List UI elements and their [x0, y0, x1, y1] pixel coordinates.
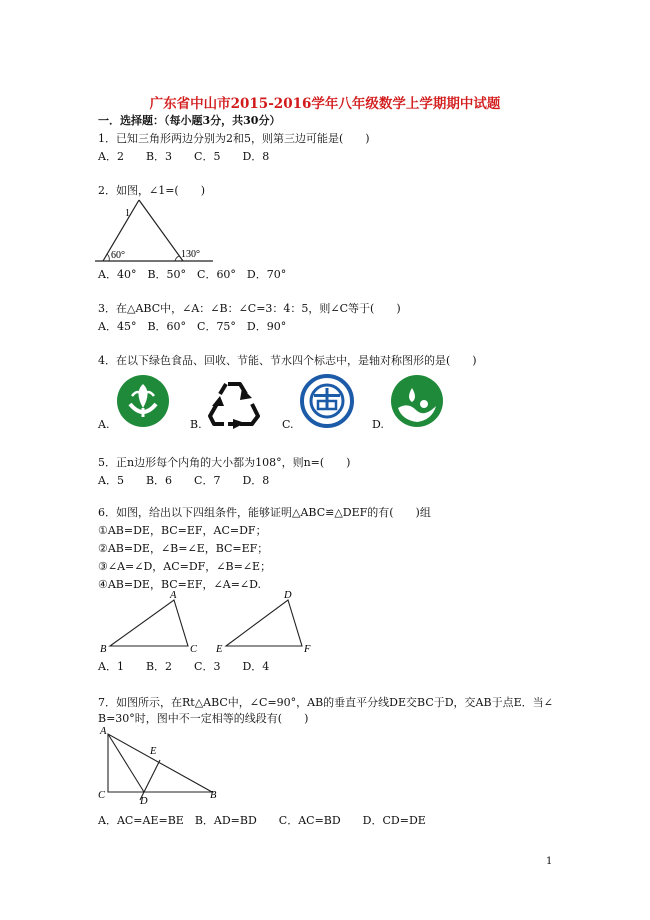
q6-stem: 6．如图，给出以下四组条件，能够证明△ABC≌△DEF的有( )组: [98, 506, 431, 519]
q6-triangles-figure: [96, 588, 326, 658]
q6-label-c: C: [190, 644, 198, 655]
q7-label-b: B: [210, 790, 217, 801]
q1-options: A．2 B．3 C．5 D．8: [98, 150, 270, 163]
q6-condition-2: ②AB=DE，∠B=∠E，BC=EF；: [98, 542, 269, 555]
q7-label-e: E: [150, 746, 157, 757]
section-heading: 一．选择题：（每小题3分，共30分）: [98, 114, 281, 127]
q3-options: A．45° B．60° C．75° D．90°: [98, 320, 287, 333]
q1-stem: 1．已知三角形两边分别为2和5，则第三边可能是( ): [98, 132, 370, 145]
q7-label-d: D: [140, 796, 148, 807]
q5-options: A．5 B．6 C．7 D．8: [98, 474, 270, 487]
water-saving-icon: [390, 374, 444, 428]
q7-options: A．AC=AE=BE B．AD=BD C．AC=BD D．CD=DE: [98, 814, 426, 827]
q2-angle1-label: 1: [125, 208, 130, 219]
energy-saving-icon: [300, 374, 354, 428]
q6-condition-3: ③∠A=∠D，AC=DF，∠B=∠E；: [98, 560, 272, 573]
q2-stem: 2．如图，∠1=( ): [98, 184, 206, 197]
q4-stem: 4．在以下绿色食品、回收、节能、节水四个标志中，是轴对称图形的是( ): [98, 354, 477, 367]
q6-label-e: E: [216, 644, 223, 655]
q7-stem-line2: B=30°时，图中不一定相等的线段有( ): [98, 712, 309, 725]
q4-option-c: C.: [282, 418, 294, 431]
q7-stem-line1: 7．如图所示，在Rt△ABC中，∠C=90°，AB的垂直平分线DE交BC于D，交AB于点E．当∠: [98, 696, 553, 709]
q4-option-d: D.: [372, 418, 384, 431]
q7-triangle-figure: [96, 724, 226, 808]
q6-condition-1: ①AB=DE，BC=EF，AC=DF；: [98, 524, 267, 537]
q2-angle60-label: 60°: [111, 250, 125, 261]
q2-angle130-label: 130°: [181, 249, 200, 260]
q5-stem: 5．正n边形每个内角的大小都为108°，则n=( ): [98, 456, 351, 469]
q7-label-a: A: [100, 726, 107, 737]
q2-options: A．40° B．50° C．60° D．70°: [98, 268, 287, 281]
recycle-icon: [206, 374, 262, 430]
q4-option-b: B.: [190, 418, 202, 431]
green-food-icon: [116, 374, 170, 428]
q6-label-d: D: [284, 590, 292, 601]
page-title: 广东省中山市2015-2016学年八年级数学上学期期中试题: [149, 96, 501, 112]
q6-label-f: F: [304, 644, 311, 655]
q7-label-c: C: [98, 790, 106, 801]
q6-options: A．1 B．2 C．3 D．4: [98, 660, 270, 673]
q6-condition-4: ④AB=DE，BC=EF，∠A=∠D.: [98, 578, 262, 591]
q3-stem: 3．在△ABC中，∠A：∠B：∠C=3：4：5，则∠C等于( ): [98, 302, 401, 315]
q6-label-b: B: [100, 644, 107, 655]
q4-option-a: A.: [98, 418, 110, 431]
page-number: 1: [546, 856, 553, 867]
q6-label-a: A: [170, 590, 177, 601]
q2-triangle-figure: [95, 198, 225, 268]
